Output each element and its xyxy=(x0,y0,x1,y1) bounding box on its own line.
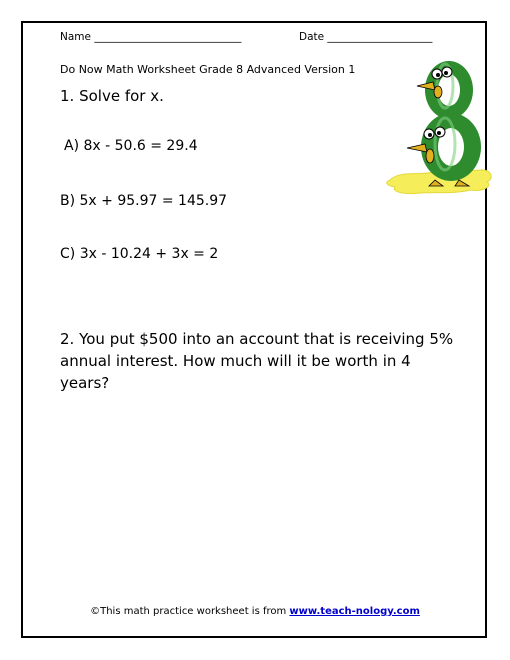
worksheet-title: Do Now Math Worksheet Grade 8 Advanced Version 1 xyxy=(60,63,356,76)
teach-nology-link[interactable]: www.teach-nology.com xyxy=(289,606,420,617)
number-eight-mascot-icon xyxy=(385,52,495,202)
date-field: Date ____________________ xyxy=(299,31,433,43)
name-field: Name ____________________________ xyxy=(60,31,242,43)
footer-prefix: ©This math practice worksheet is from xyxy=(90,606,290,617)
question-2-text: 2. You put $500 into an account that is receiving 5% annual interest. How much will it be worth in 4 years? xyxy=(60,330,454,392)
equation-c: C) 3x - 10.24 + 3x = 2 xyxy=(60,246,219,262)
equation-a: A) 8x - 50.6 = 29.4 xyxy=(64,138,198,154)
equation-b: B) 5x + 95.97 = 145.97 xyxy=(60,193,228,209)
footer-credit xyxy=(0,606,510,617)
question-1-prompt: 1. Solve for x. xyxy=(60,87,164,105)
